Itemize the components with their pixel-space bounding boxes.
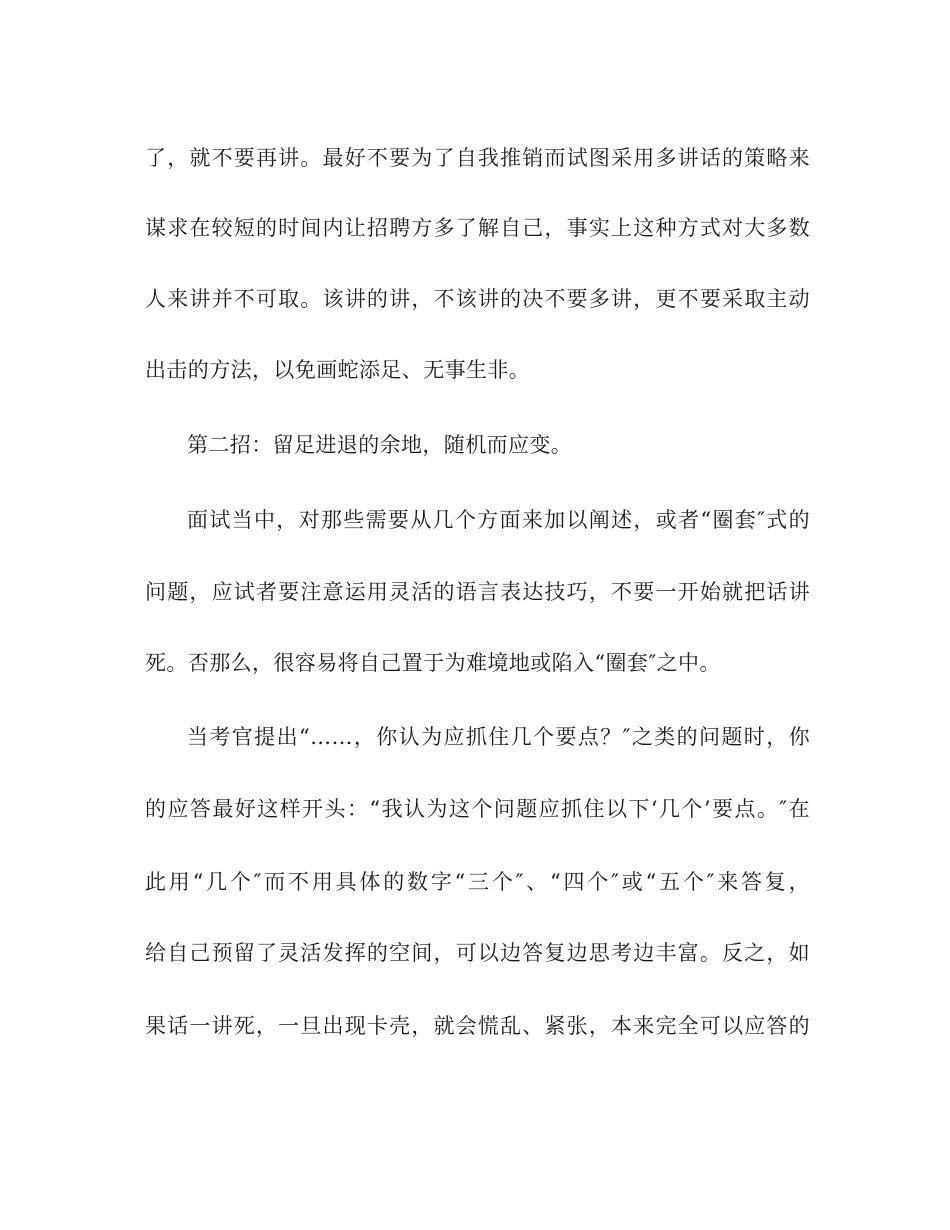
body-text-line: 了，就不要再讲。最好不要为了自我推销而试图采用多讲话的策略来 — [145, 146, 810, 170]
body-text-line: 问题，应试者要注意运用灵活的语言表达技巧，不要一开始就把话讲 — [145, 580, 810, 604]
body-text-line: 面试当中，对那些需要从几个方面来加以阐述，或者“圈套″式的 — [187, 508, 810, 532]
body-text-line: 死。否那么，很容易将自己置于为难境地或陷入“圈套″之中。 — [145, 651, 721, 675]
body-text-line: 出击的方法，以免画蛇添足、无事生非。 — [145, 358, 531, 382]
section-heading: 第二招：留足进退的余地，随机而应变。 — [187, 433, 573, 457]
body-text-line: 给自己预留了灵活发挥的空间，可以边答复边思考边丰富。反之，如 — [145, 941, 810, 965]
body-text-line: 的应答最好这样开头：“我认为这个问题应抓住以下‘几个’要点。″在 — [145, 797, 810, 821]
body-text-line: 人来讲并不可取。该讲的讲，不该讲的决不要多讲，更不要采取主动 — [145, 287, 810, 311]
body-text-line: 当考官提出“……，你认为应抓住几个要点？″之类的问题时，你 — [187, 725, 810, 749]
body-text-line: 谋求在较短的时间内让招聘方多了解自己，事实上这种方式对大多数 — [145, 216, 810, 240]
body-text-line: 果话一讲死，一旦出现卡壳，就会慌乱、紧张，本来完全可以应答的 — [145, 1014, 810, 1038]
body-text-line: 此用“几个″而不用具体的数字“三个″、“四个″或“五个″来答复， — [145, 870, 810, 894]
